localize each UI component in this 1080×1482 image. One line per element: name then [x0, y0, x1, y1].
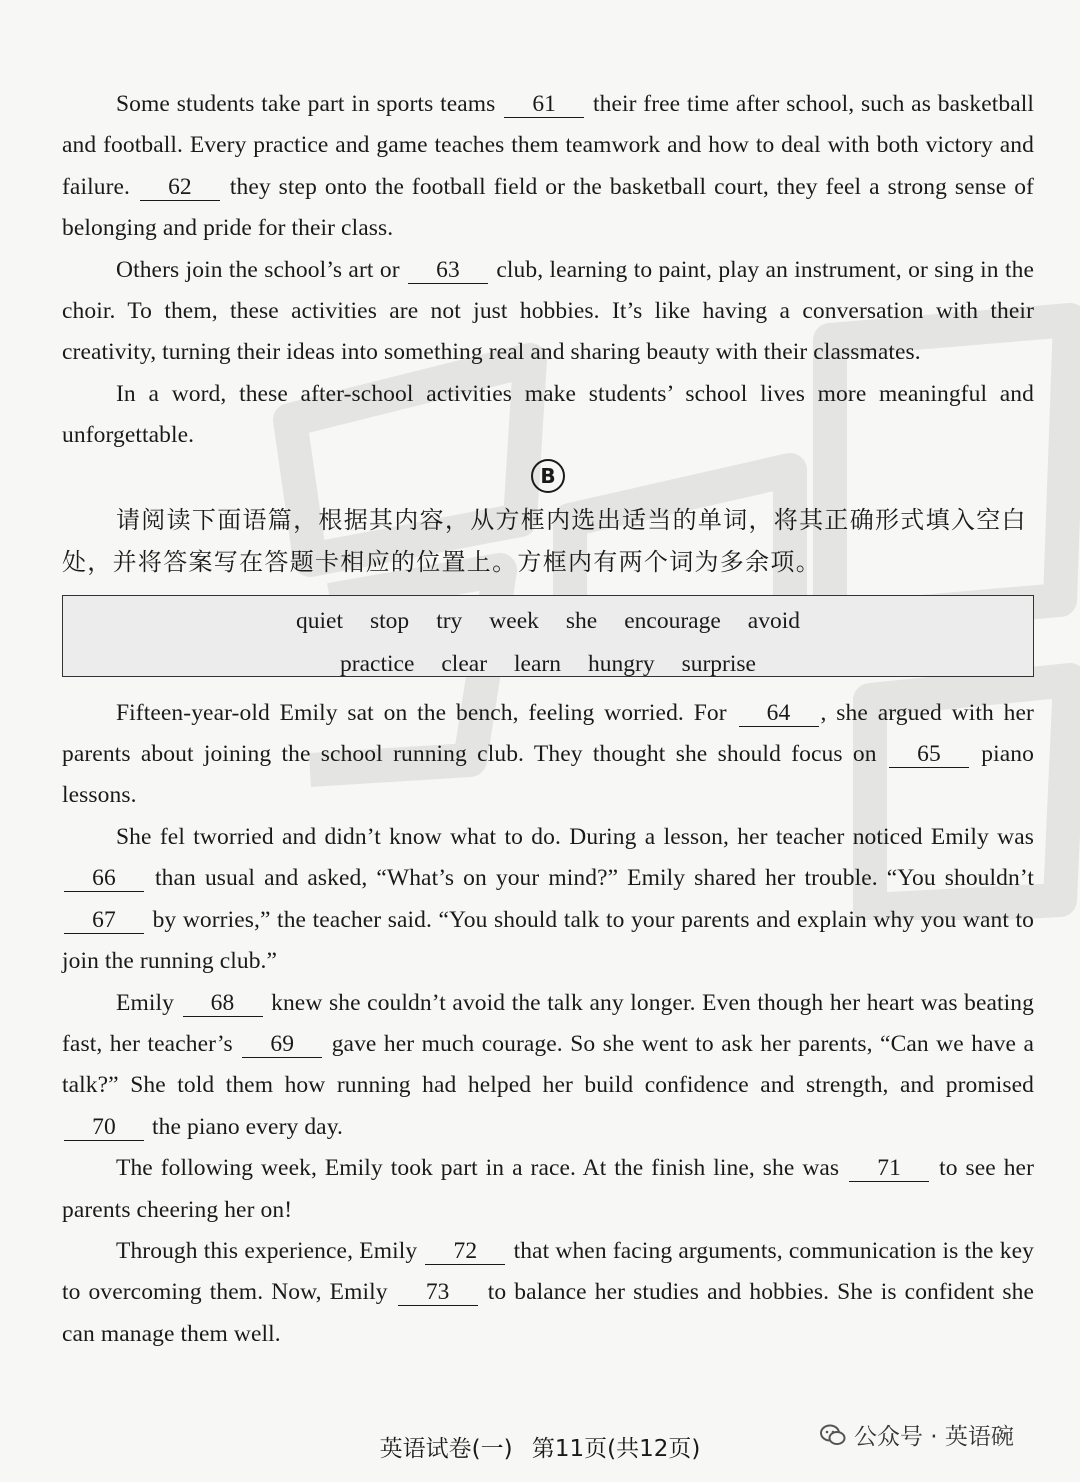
- blank-63[interactable]: 63: [408, 257, 488, 284]
- paragraph-art-club: Others join the school’s art or 63 club, learning to paint, play an instrument, or sing in the choir. To them, these activities are not just hobbies. It’s like having a conversation with their creativity, turning their ideas into something real and sharing beauty with their classmates.: [62, 256, 1034, 366]
- word-bank-item: avoid: [747, 607, 800, 634]
- blank-73[interactable]: 73: [398, 1279, 478, 1306]
- word-bank-item: clear: [441, 650, 488, 677]
- blank-70[interactable]: 70: [64, 1114, 144, 1141]
- paragraph-conclusion: In a word, these after-school activities make students’ school lives more meaningful and unforgettable.: [62, 380, 1034, 449]
- paragraph-talk: Emily 68 knew she couldn’t avoid the talk any longer. Even though her heart was beating fast, her teacher’s 69 gave her much courage. So she went to ask her parents, “Can we have a talk?” She told them how running had helped her build confidence and strength, and promised 70 the piano every day.: [62, 989, 1035, 1140]
- section-b-marker: [62, 459, 1034, 499]
- word-bank-item: learn: [514, 650, 561, 677]
- section-b-instruction: 请阅读下面语篇，根据其内容，从方框内选出适当的单词，将其正确形式填入空白处，并将答案写在答题卡相应的位置上。方框内有两个词为多余项。: [62, 505, 1027, 576]
- blank-68[interactable]: 68: [183, 990, 263, 1017]
- paragraph-race: The following week, Emily took part in a race. At the finish line, she was 71 to see her parents cheering her on!: [62, 1155, 1034, 1223]
- wechat-account-badge[interactable]: [820, 1418, 1014, 1451]
- footer-exam-title: 英语试卷(一): [379, 1436, 513, 1462]
- word-bank-item: she: [565, 607, 598, 634]
- blank-67[interactable]: 67: [64, 907, 144, 934]
- paragraph-teacher: She fel tworried and didn’t know what to do. During a lesson, her teacher noticed Emily was 66 than usual and asked, “What’s on your mind?” Emily shared her trouble. “You shouldn’t 67 by worries,” the teacher said. “You should talk to your parents and explain why you want to join the running club.”: [62, 823, 1034, 975]
- word-bank-item: quiet: [296, 607, 343, 634]
- blank-71[interactable]: 71: [849, 1155, 929, 1182]
- word-bank-item: encourage: [624, 607, 721, 634]
- word-bank-row-2: [63, 643, 1033, 686]
- blank-64[interactable]: 64: [739, 700, 819, 727]
- blank-61[interactable]: 61: [504, 91, 584, 118]
- word-bank-row-1: [63, 600, 1033, 643]
- wechat-account-name: 公众号 · 英语碗: [854, 1424, 1014, 1450]
- blank-66[interactable]: 66: [64, 865, 144, 892]
- word-bank-item: stop: [370, 607, 410, 634]
- word-bank-box: [62, 595, 1034, 677]
- word-bank-item: try: [436, 607, 463, 634]
- word-bank-item: practice: [340, 650, 415, 677]
- paragraph-emily-bench: Fifteen-year-old Emily sat on the bench, feeling worried. For 64 , she argued with her parents about joining the school running club. They thought she should focus on 65 piano lessons.: [62, 699, 1034, 809]
- word-bank-item: hungry: [588, 650, 655, 677]
- footer-page-number: 第11页(共12页): [531, 1436, 701, 1462]
- blank-62[interactable]: 62: [140, 174, 220, 201]
- blank-69[interactable]: 69: [242, 1031, 322, 1058]
- blank-65[interactable]: 65: [889, 741, 969, 768]
- paragraph-experience: Through this experience, Emily 72 that when facing arguments, communication is the key to overcoming them. Now, Emily 73 to balance her studies and hobbies. She is confident she can manage them well.: [62, 1237, 1034, 1347]
- paragraph-sports: Some students take part in sports teams 61 their free time after school, such as basketball and football. Every practice and game teaches them teamwork and how to deal with both victory and failure. 62 they step onto the football field or the basketball court, they feel a strong sense of belonging and pride for their class.: [62, 91, 1035, 242]
- word-bank-item: surprise: [681, 650, 756, 677]
- blank-72[interactable]: 72: [425, 1238, 505, 1265]
- word-bank-item: week: [489, 607, 539, 634]
- section-b-label: B: [531, 459, 565, 493]
- wechat-icon: [820, 1424, 846, 1446]
- exam-page: [62, 84, 1034, 1355]
